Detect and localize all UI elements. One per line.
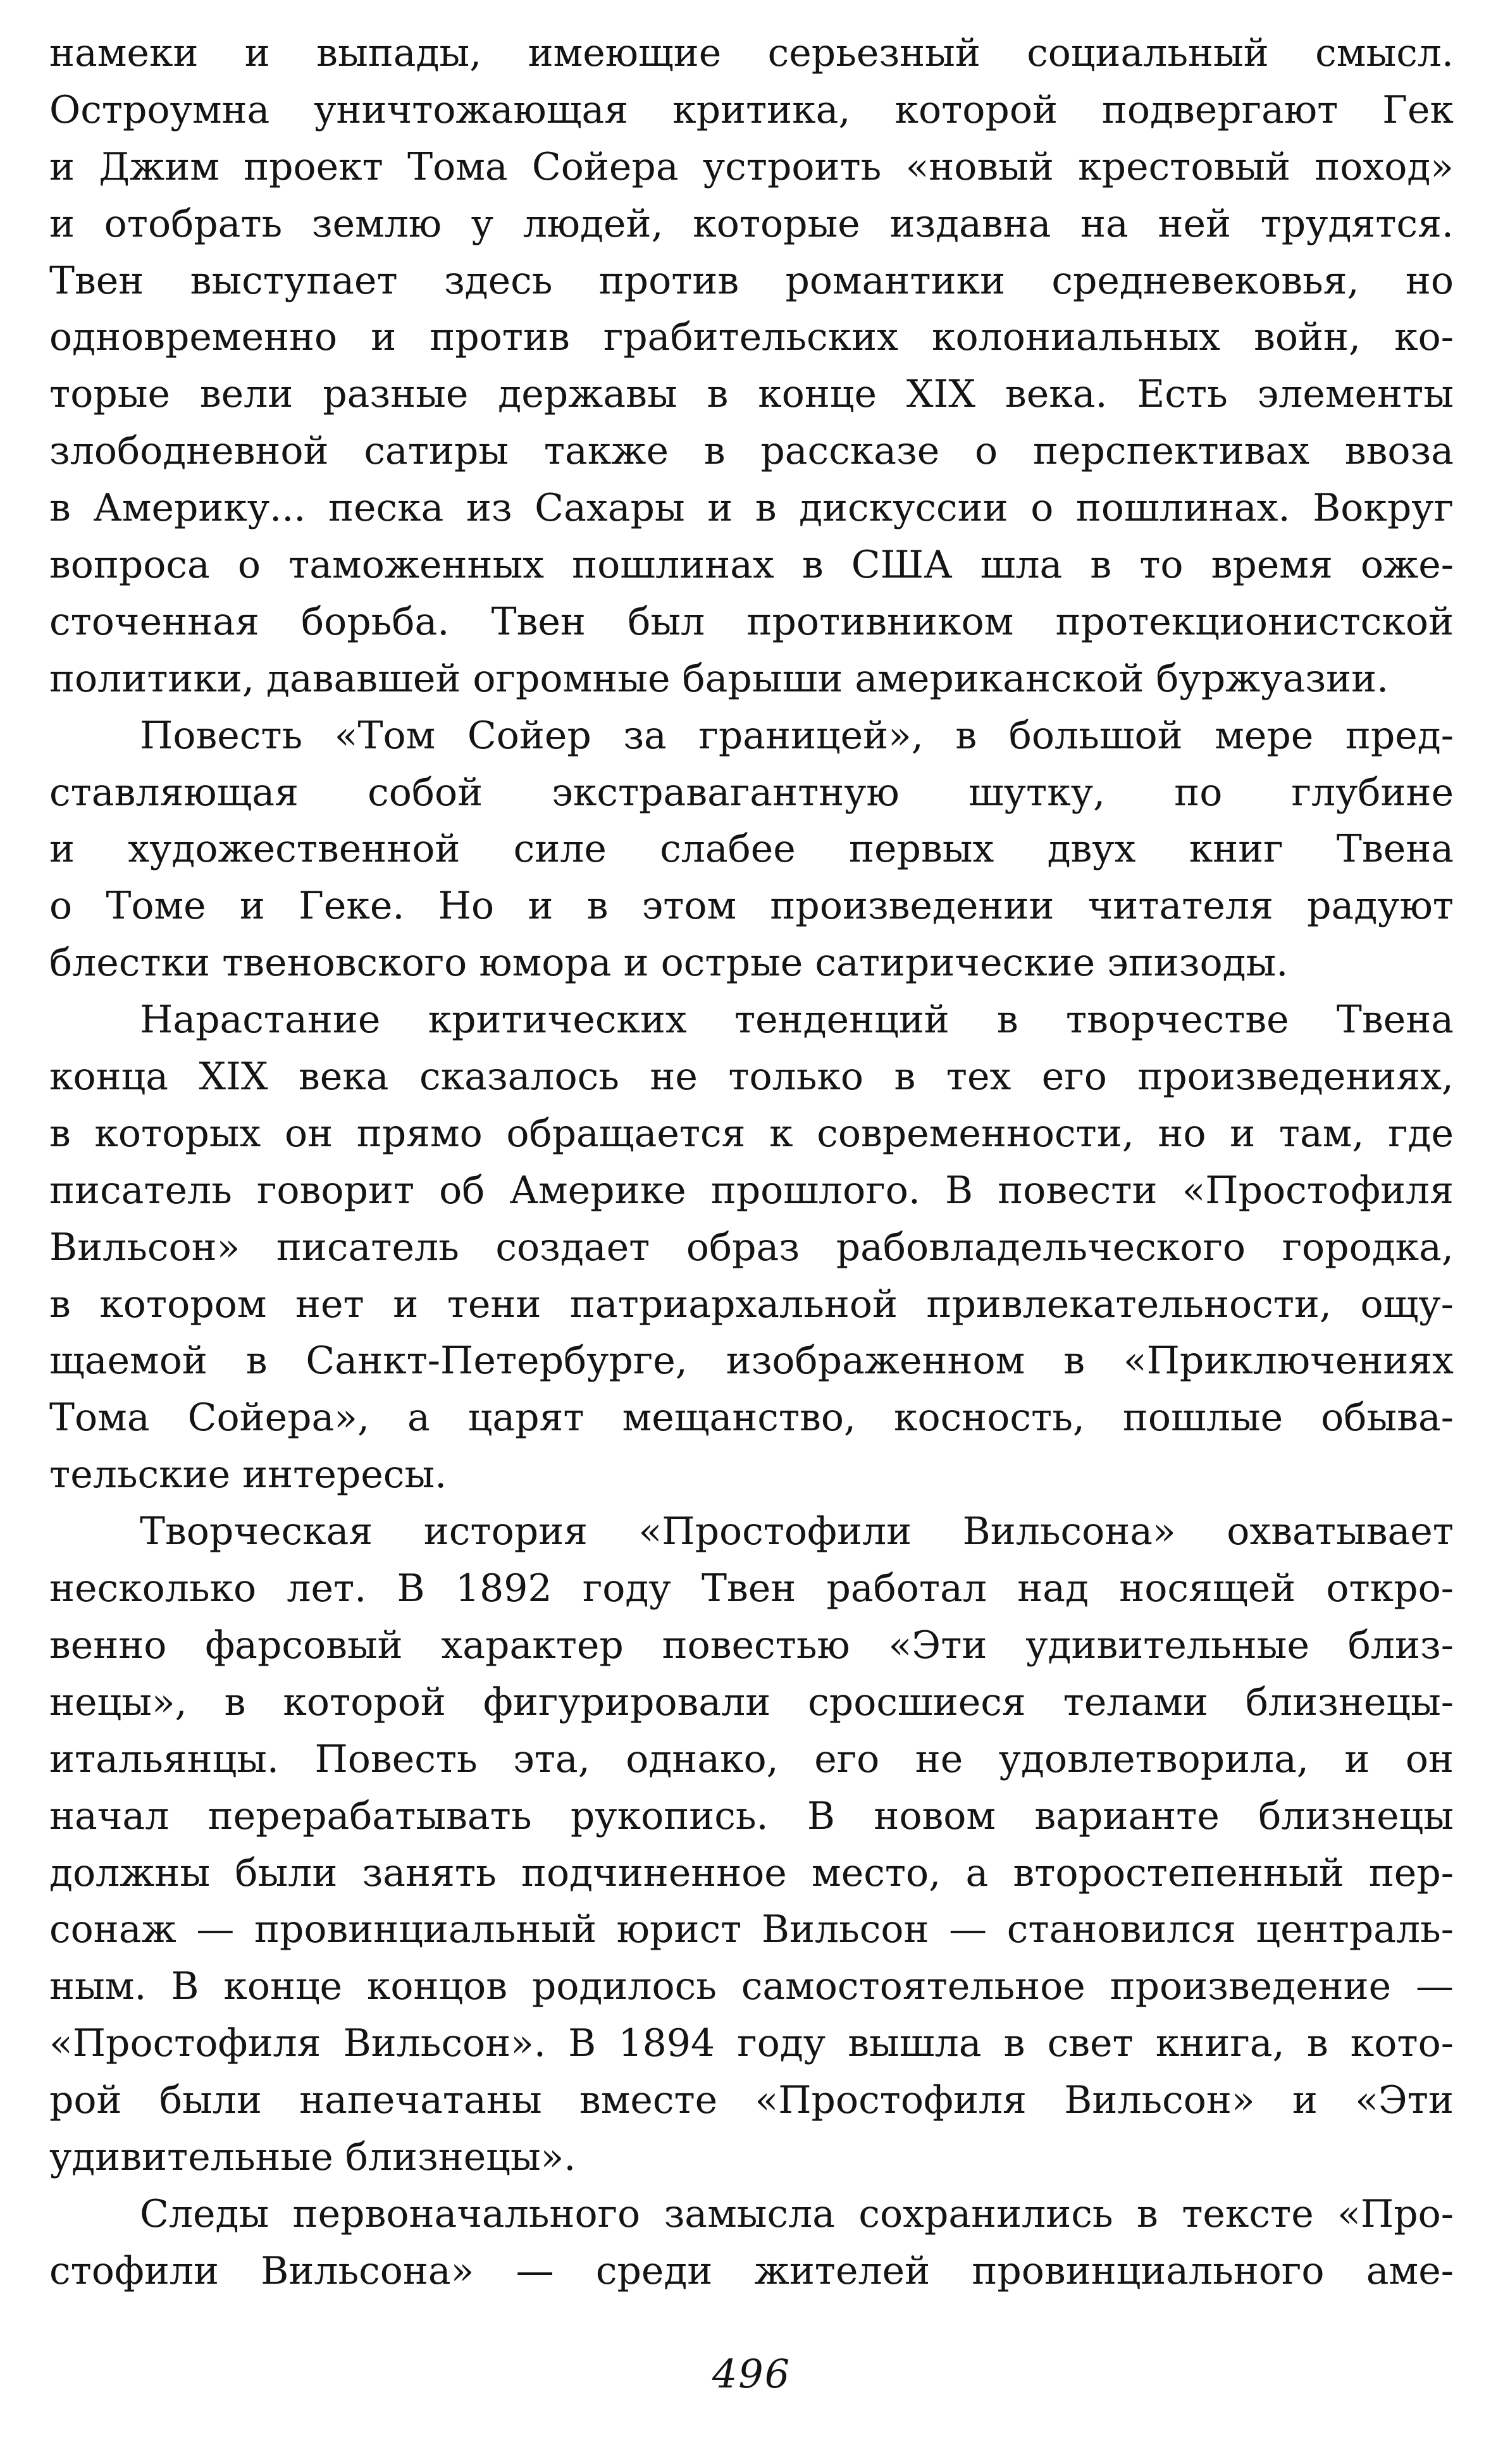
text-line: ставляющая собой экстравагантную шутку, по глубине (49, 770, 1454, 815)
text-line: в котором нет и тени патриархальной привлекательности, ощу- (49, 1282, 1454, 1327)
body-text (49, 25, 1454, 2300)
text-line: итальянцы. Повесть эта, однако, его не удовлетворила, и он (49, 1737, 1454, 1781)
text-line: и Джим проект Тома Сойера устроить «новый крестовый поход» (49, 144, 1454, 189)
text-line: писатель говорит об Америке прошлого. В повести «Простофиля (49, 1168, 1454, 1213)
paragraph-first-line: Повесть «Том Сойер за границей», в большой мере пред- (140, 713, 1454, 758)
text-line: злободневной сатиры также в рассказе о перспективах ввоза (49, 429, 1454, 474)
text-line: рой были напечатаны вместе «Простофиля Вильсон» и «Эти (49, 2078, 1454, 2123)
text-line: сточенная борьба. Твен был противником протекционистской (49, 599, 1454, 644)
text-line: в которых он прямо обращается к современности, но и там, где (49, 1111, 1454, 1156)
text-line: стофили Вильсона» — среди жителей провинциального аме- (49, 2248, 1454, 2293)
text-line: Вильсон» писатель создает образ рабовладельческого городка, (49, 1225, 1454, 1270)
text-line: намеки и выпады, имеющие серьезный социальный смысл. (49, 31, 1454, 75)
text-line: тельские интересы. (49, 1452, 447, 1497)
text-line: и художественной силе слабее первых двух книг Твена (49, 827, 1454, 872)
text-line: блестки твеновского юмора и острые сатирические эпизоды. (49, 941, 1289, 986)
book-page (49, 25, 1454, 2442)
text-line: Остроумна уничтожающая критика, которой подвергают Гек (49, 87, 1454, 132)
text-line: Тома Сойера», а царят мещанство, косность, пошлые обыва- (49, 1396, 1454, 1440)
text-line: Твен выступает здесь против романтики средневековья, но (49, 258, 1454, 303)
page-number: 496 (712, 2351, 791, 2397)
text-line: одновременно и против грабительских колониальных войн, ко- (49, 315, 1454, 360)
paragraph-first-line: Следы первоначального замысла сохранились в тексте «Про- (140, 2191, 1454, 2236)
paragraph-first-line: Нарастание критических тенденций в творчестве Твена (140, 998, 1454, 1043)
text-line: в Америку... песка из Сахары и в дискуссии о пошлинах. Вокруг (49, 486, 1454, 531)
text-line: венно фарсовый характер повестью «Эти удивительные близ- (49, 1623, 1454, 1668)
text-line: ным. В конце концов родилось самостоятельное произведение — (49, 1964, 1454, 2009)
text-line: должны были занять подчиненное место, а второстепенный пер- (49, 1850, 1454, 1895)
text-line: вопроса о таможенных пошлинах в США шла в то время оже- (49, 543, 1454, 588)
text-line: политики, дававшей огромные барыши американской буржуазии. (49, 656, 1389, 701)
paragraph-first-line: Творческая история «Простофили Вильсона» охватывает (140, 1509, 1454, 1554)
text-line: о Томе и Геке. Но и в этом произведении читателя радуют (49, 884, 1454, 929)
text-line: торые вели разные державы в конце XIX века. Есть элементы (49, 372, 1454, 417)
text-line: щаемой в Санкт-Петербурге, изображенном в «Приключениях (49, 1339, 1454, 1384)
text-line: конца XIX века сказалось не только в тех его произведениях, (49, 1055, 1454, 1099)
text-line: сонаж — провинциальный юрист Вильсон — становился централь- (49, 1907, 1454, 1952)
text-line: несколько лет. В 1892 году Твен работал над носящей откро- (49, 1566, 1454, 1611)
text-line: и отобрать землю у людей, которые издавна на ней трудятся. (49, 201, 1454, 246)
text-line: удивительные близнецы». (49, 2134, 576, 2179)
text-line: начал перерабатывать рукопись. В новом варианте близнецы (49, 1793, 1454, 1838)
text-line: «Простофиля Вильсон». В 1894 году вышла в свет книга, в кото- (49, 2021, 1454, 2066)
text-line: нецы», в которой фигурировали сросшиеся телами близнецы- (49, 1680, 1454, 1724)
